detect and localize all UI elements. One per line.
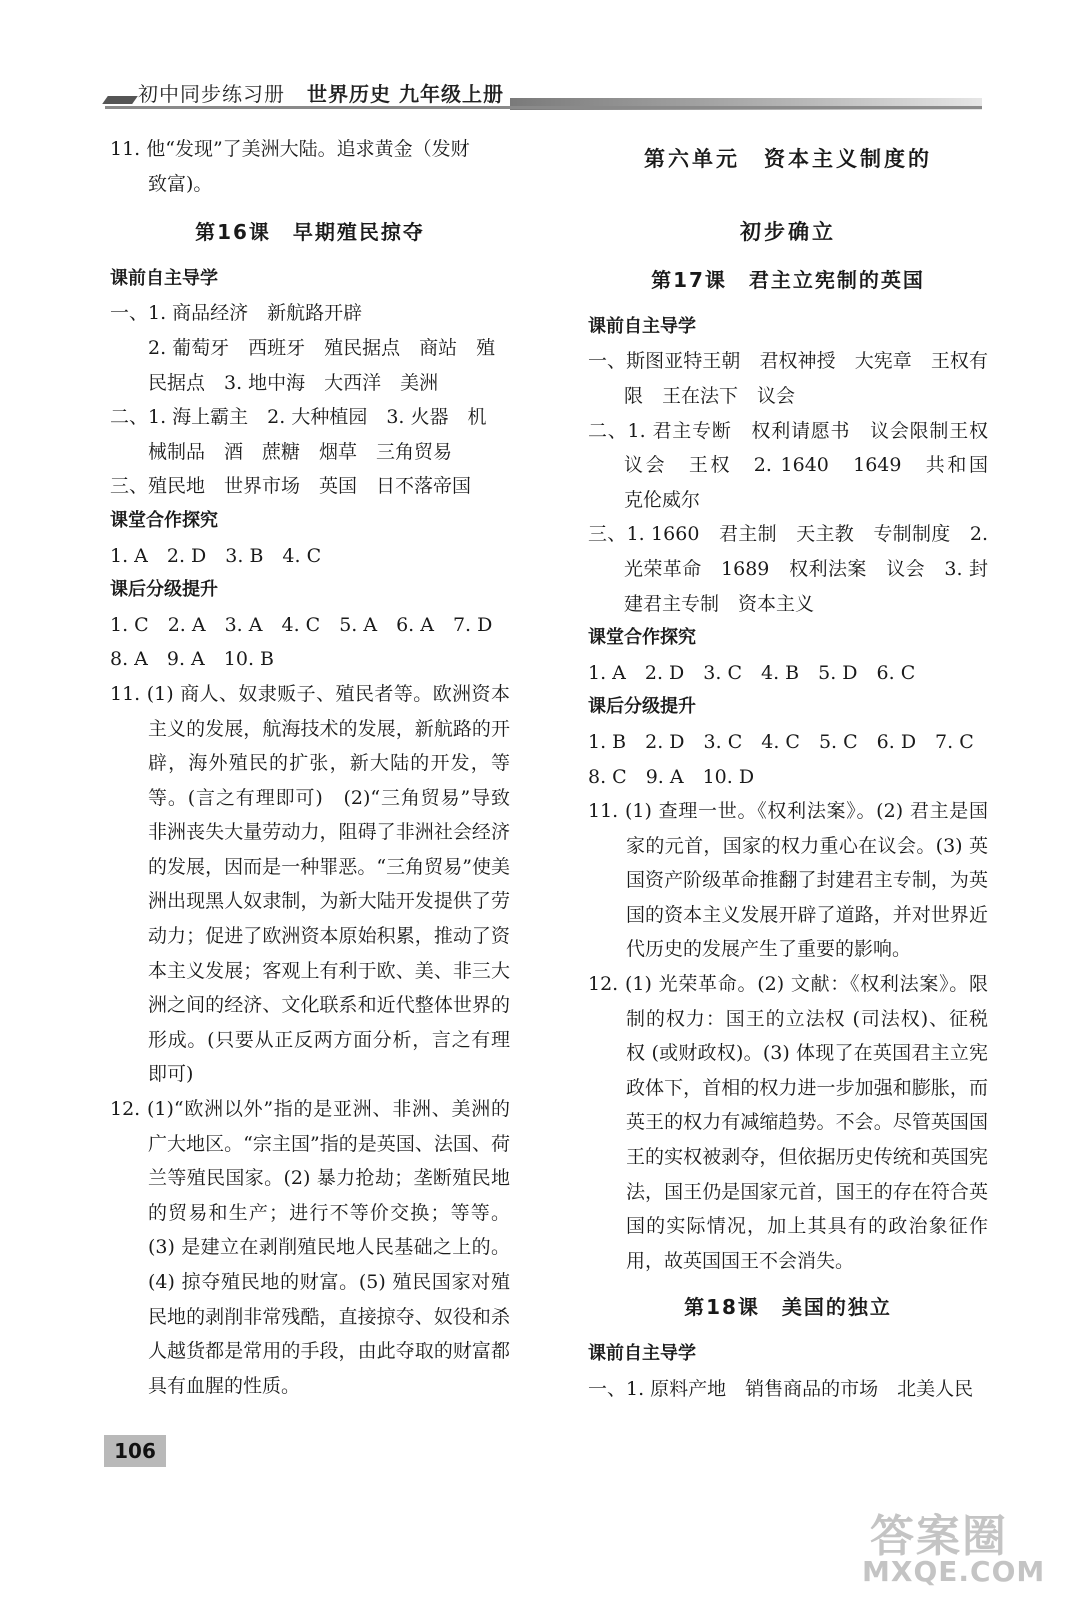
answer-paragraph: 二、1. 君主专断 权利请愿书 议会限制王权议会 王权 2. 1640 1649 共和国 克伦威尔 <box>588 419 1008 511</box>
answer-line: 一、1. 原料产地 销售商品的市场 北美人民 <box>588 1377 974 1400</box>
answer-line: 8. A 9. A 10. B <box>110 648 274 671</box>
header-decoration <box>102 96 138 104</box>
text-line: 民据点 3. 地中海 大西洋 美洲 <box>148 371 439 394</box>
answer-line: 8. C 9. A 10. D <box>588 765 755 788</box>
text-line: 11. 他“发现”了美洲大陆。追求黄金（发财 <box>110 138 470 160</box>
text-line: 二、1. 海上霸主 2. 大种植园 3. 火器 机 <box>110 406 487 429</box>
answer-line: 1. A 2. D 3. B 4. C <box>110 544 322 567</box>
section-heading: 课前自主导学 <box>588 1343 696 1364</box>
question-11-answer: 11. (1) 商人、奴隶贩子、殖民者等。欧洲资本主义的发展，航海技术的发展，新航路的开辟，海外殖民的扩张，新大陆的开发，等等。(言之有理即可) (2)“三角贸易”导致非洲丧失大量劳动力，阻碍了非洲社会经济的发展，因而是一种罪恶。“三角贸易”使美洲出现黑人奴隶制，为新大陆开发提供了劳动力；促进了欧洲资本原始积累，推动了资本主义发展；客观上有利于欧、美、非三大洲之间的经济、文化联系和近代整体世界的形成。(只要从正反两方面分析，言之有理即可) <box>110 682 510 1086</box>
unit-title-line1: 第六单元 资本主义制度的 <box>644 147 932 171</box>
text-line: 致富)。 <box>148 172 213 195</box>
unit-title-line2: 初步确立 <box>740 219 836 244</box>
watermark-text: 答案圈 <box>870 1511 1008 1562</box>
answer-paragraph: 一、斯图亚特王朝 君权神授 大宪章 王权有限 王在法下 议会 <box>588 350 988 407</box>
watermark-url: MXQE.COM <box>862 1555 1046 1588</box>
header-title <box>138 78 504 107</box>
question-12-answer: 12. (1)“欧洲以外”指的是亚洲、非洲、美洲的广大地区。“宗主国”指的是英国、法国、荷兰等殖民国家。(2) 暴力抢劫；垄断殖民地的贸易和生产；进行不等价交换；等等。(3) 是建立在剥削殖民地人民基础之上的。(4) 掠夺殖民地的财富。(5) 殖民国家对殖民地的剥削非常残酷，直接掠夺、奴役和杀人越货都是常用的手段，由此夺取的财富都具有血腥的性质。 <box>110 1098 510 1397</box>
right-column <box>588 132 1008 1406</box>
left-column <box>110 132 510 1403</box>
watermark-logo <box>858 1500 1048 1595</box>
header-book: 世界历史 九年级上册 <box>307 82 504 106</box>
question-12-answer: 12. (1) 光荣革命。(2) 文献：《权利法案》。限制的权力：国王的立法权 (司法权)、征税权 (或财政权)。(3) 体现了在英国君主立宪政体下，首相的权力进一步加强和膨胀，而英王的权力有减缩趋势。不会。尽管英国国王的实权被剥夺，但依据历史传统和英国宪法，国王仍是国家元首，国王的存在符合英国的实际情况，加上其具有的政治象征作用，故英国国王不会消失。 <box>588 973 988 1272</box>
header-rule <box>105 106 982 109</box>
question-11-answer: 11. (1) 查理一世。《权利法案》。(2) 君主是国家的元首，国家的权力重心在议会。(3) 英国资产阶级革命推翻了封建君主专制，为英国的资本主义发展开辟了道路，并对世界近代历史的发展产生了重要的影响。 <box>588 800 988 961</box>
lesson-18-title: 第18课 美国的独立 <box>684 1295 892 1320</box>
text-line: 一、1. 商品经济 新航路开辟 <box>110 302 363 325</box>
answer-line: 1. A 2. D 3. C 4. B 5. D 6. C <box>588 661 916 684</box>
section-heading: 课后分级提升 <box>588 696 696 718</box>
lesson-16-title: 第16课 早期殖民掠夺 <box>195 220 425 245</box>
text-line: 2. 葡萄牙 西班牙 殖民据点 商站 殖 <box>148 336 496 359</box>
answer-line: 1. B 2. D 3. C 4. C 5. C 6. D 7. C <box>588 730 974 753</box>
section-heading: 课堂合作探究 <box>110 509 218 531</box>
section-heading: 课堂合作探究 <box>588 627 696 649</box>
header-series: 初中同步练习册 <box>138 82 285 106</box>
text-line: 械制品 酒 蔗糖 烟草 三角贸易 <box>148 440 453 463</box>
answer-line: 1. C 2. A 3. A 4. C 5. A 6. A 7. D <box>110 613 493 636</box>
lesson-17-title: 第17课 君主立宪制的英国 <box>651 268 925 293</box>
text-line: 三、殖民地 世界市场 英国 日不落帝国 <box>110 475 472 498</box>
section-heading: 课前自主导学 <box>588 315 696 337</box>
section-heading: 课前自主导学 <box>110 267 218 289</box>
section-heading: 课后分级提升 <box>110 579 218 601</box>
page-header <box>0 70 1066 130</box>
page-number: 106 <box>104 1435 166 1467</box>
answer-paragraph: 三、1. 1660 君主制 天主教 专制制度 2. 光荣革命 1689 权利法案 议会 3. 封建君主专制 资本主义 <box>588 523 988 615</box>
